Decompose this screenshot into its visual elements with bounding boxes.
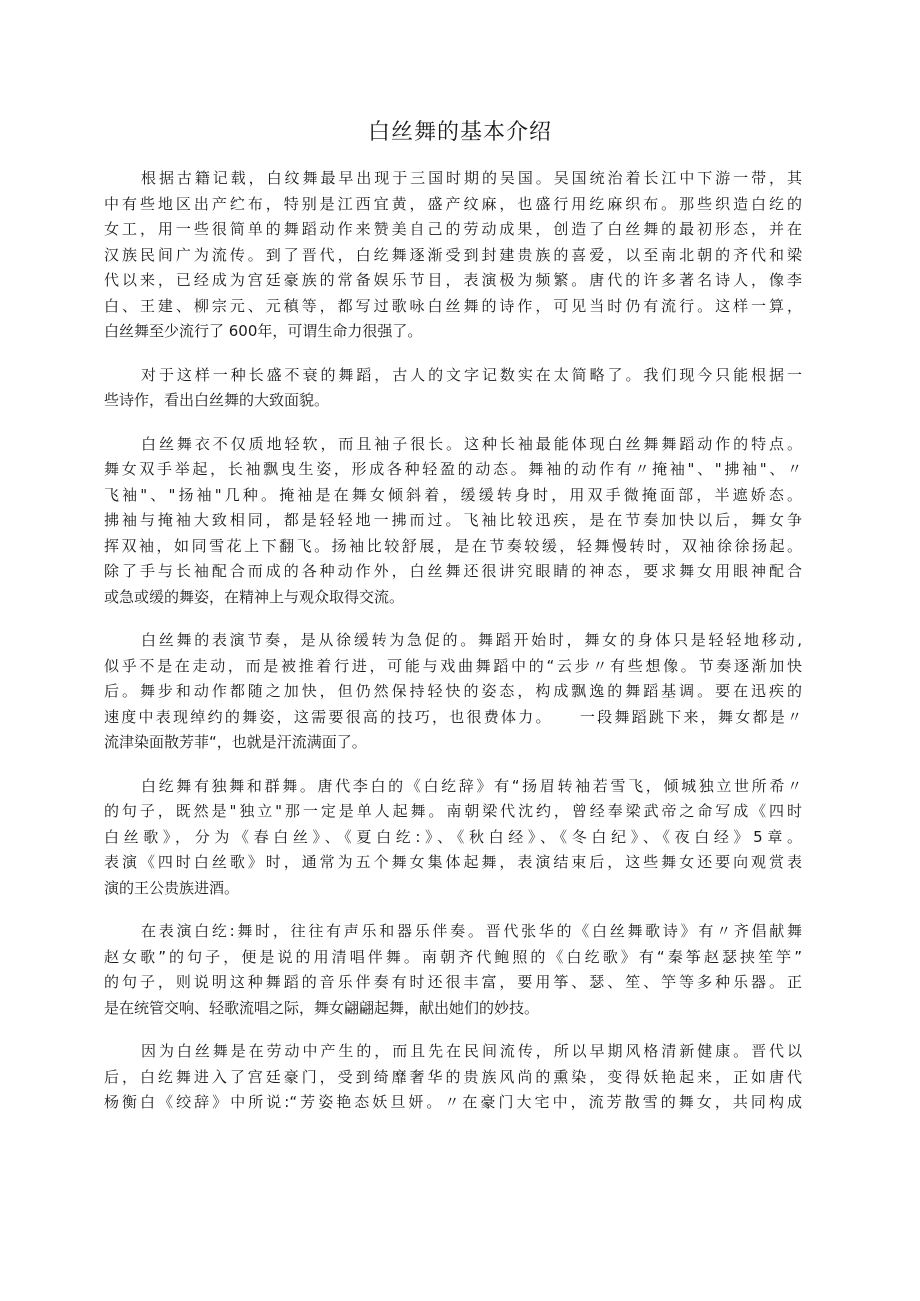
text-line: 的句子，则说明这种舞蹈的音乐伴奏有时还很丰富，要用筝、瑟、笙、竽等多种乐器。正 <box>104 973 802 991</box>
text-line: 白丝舞至少流行了 600年，可谓生命力很强了。 <box>104 322 423 340</box>
text-line: 白、王建、柳宗元、元稹等，都写过歌咏白丝舞的诗作，可见当时仍有流行。这样一算， <box>104 296 802 315</box>
paragraph <box>104 363 802 414</box>
paragraph <box>104 432 802 611</box>
text-line: 表演《四时白丝歌》时，通常为五个舞女集体起舞，表演结束后，这些舞女还要向观赏表 <box>104 853 802 871</box>
text-line: 后，白纥舞进入了宫廷豪门，受到绮靡奢华的贵族风尚的熏染，变得妖艳起来，正如唐代 <box>104 1067 802 1086</box>
text-line: 对于这样一种长盛不衰的舞蹈，古人的文字记数实在太简略了。我们现今只能根据一 <box>141 365 802 384</box>
paragraph <box>104 166 802 345</box>
text-line: 挥双袖，如同雪花上下翻飞。扬袖比较舒展，是在节奏较缓，轻舞慢转时，双袖徐徐扬起。 <box>104 536 802 555</box>
text-line: 根据古籍记载，白纹舞最早出现于三国时期的吴国。吴国统治着长江中下游一带，其 <box>141 169 802 187</box>
text-line: 白丝舞衣不仅质地轻软，而且袖子很长。这种长袖最能体现白丝舞舞蹈动作的特点。 <box>141 434 802 453</box>
text-line: 飞袖"、"扬袖"几种。掩袖是在舞女倾斜着，缓缓转身时，用双手微掩面部，半遮娇态。 <box>104 485 802 504</box>
paragraph <box>104 919 802 1021</box>
text-line: 的句子，既然是"独立"那一定是单人起舞。南朝梁代沈约，曾经奉梁武帝之命写成《四时 <box>104 802 802 820</box>
paragraph <box>104 774 802 902</box>
text-line: 似乎不是在走动，而是被推着行进，可能与戏曲舞蹈中的“云步〃有些想像。节奏逐渐加快 <box>104 656 802 675</box>
text-line: 些诗作，看出白丝舞的大致面貌。 <box>104 391 330 409</box>
text-line: 汉族民间广为流传。到了晋代，白纥舞逐渐受到封建贵族的喜爱，以至南北朝的齐代和梁 <box>104 245 802 264</box>
text-line: 后。舞步和动作都随之加快，但仍然保持轻快的姿态，构成飘逸的舞蹈基调。要在迅疾的 <box>104 682 802 700</box>
text-line: 或急或缓的舞姿，在精神上与观众取得交流。 <box>104 587 405 606</box>
text-line: 演的王公贵族进酒。 <box>104 878 240 897</box>
text-line: 拂袖与掩袖大致相同，都是轻轻地一拂而过。飞袖比较迅疾，是在节奏加快以后，舞女争 <box>104 511 802 529</box>
text-line: 在表演白纥:舞时，往往有声乐和器乐伴奏。晋代张华的《白丝舞歌诗》有〃齐倡献舞 <box>141 922 802 940</box>
text-line: 女工，用一些很简单的舞蹈动作来赞美自己的劳动成果，创造了白丝舞的最初形态，并在 <box>104 220 802 238</box>
paragraph <box>104 628 802 756</box>
text-line: 舞女双手举起，长袖飘曳生姿，形成各种轻盈的动态。舞袖的动作有〃掩袖"、"拂袖"、〃 <box>104 460 802 478</box>
text-line: 速度中表现绰约的舞姿，这需要很高的技巧，也很费体力。 一段舞蹈跳下来，舞女都是〃 <box>104 707 802 726</box>
page-title: 白丝舞的基本介绍 <box>367 120 552 145</box>
text-line: 白丝舞的表演节奏，是从徐缓转为急促的。舞蹈开始时，舞女的身体只是轻轻地移动, <box>141 631 802 649</box>
text-line: 因为白丝舞是在劳动中产生的，而且先在民间流传，所以早期风格清新健康。晋代以 <box>141 1042 802 1060</box>
text-line: 中有些地区出产纻布，特别是江西宜黄，盛产纹麻，也盛行用纥麻织布。那些织造白纥的 <box>104 194 802 213</box>
text-line: 赵女歌”的句子，便是说的用清唱伴舞。南朝齐代鲍照的《白纥歌》有“秦筝赵瑟挟笙竽” <box>104 947 802 966</box>
article-body <box>104 166 802 1134</box>
text-line: 白丝歌》，分为《春白丝》、《夏白纥:》、《秋白经》、《冬白纪》、《夜白经》5章。 <box>104 827 802 846</box>
text-line: 是在统管交响、轻歌流唱之际，舞女翩翩起舞，献出她们的妙技。 <box>104 998 540 1017</box>
text-line: 流津染面散芳菲“，也就是汗流满面了。 <box>104 733 367 751</box>
paragraph <box>104 1039 802 1116</box>
text-line: 杨衡白《绞辞》中所说:“芳姿艳态妖旦妍。〃在豪门大宅中，流芳散雪的舞女，共同构成 <box>104 1093 802 1111</box>
text-line: 除了手与长袖配合而成的各种动作外，白丝舞还很讲究眼睛的神态，要求舞女用眼神配合 <box>104 562 802 580</box>
text-line: 白纥舞有独舞和群舞。唐代李白的《白纥辞》有“扬眉转袖若雪飞，倾城独立世所希〃 <box>141 776 802 795</box>
text-line: 代以来，已经成为宫廷豪族的常备娱乐节目，表演极为频繁。唐代的许多著名诗人，像李 <box>104 271 802 289</box>
